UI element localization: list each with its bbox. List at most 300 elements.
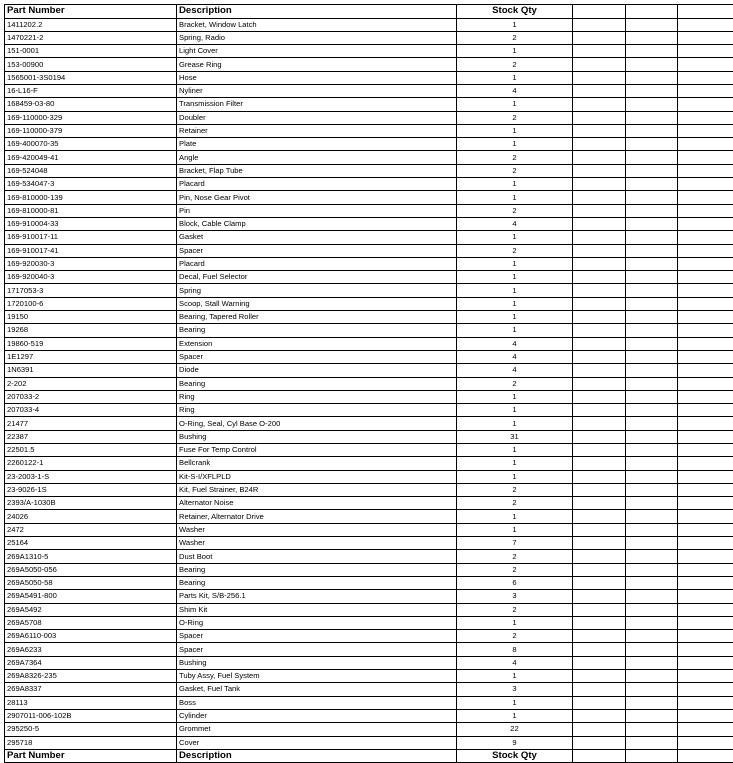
empty-cell	[573, 18, 626, 31]
empty-cell	[626, 723, 678, 736]
empty-cell	[573, 271, 626, 284]
empty-cell	[678, 616, 733, 629]
stock-qty-cell: 1	[457, 271, 573, 284]
empty-cell	[678, 643, 733, 656]
description-cell: Retainer	[177, 124, 457, 137]
empty-cell	[573, 683, 626, 696]
stock-qty-cell: 2	[457, 31, 573, 44]
empty-cell	[678, 257, 733, 270]
empty-header-cell	[678, 5, 733, 19]
description-cell: Nyliner	[177, 84, 457, 97]
empty-cell	[678, 124, 733, 137]
table-row	[5, 510, 733, 523]
table-row	[5, 178, 733, 191]
empty-cell	[678, 297, 733, 310]
part-number-cell: 295718	[5, 736, 177, 749]
stock-qty-cell: 1	[457, 178, 573, 191]
empty-cell	[573, 377, 626, 390]
description-cell: Placard	[177, 257, 457, 270]
table-row	[5, 603, 733, 616]
empty-cell	[678, 736, 733, 749]
part-number-cell: 1411202.2	[5, 18, 177, 31]
empty-cell	[678, 151, 733, 164]
part-number-cell: 169-910017-11	[5, 231, 177, 244]
description-cell: Spring, Radio	[177, 31, 457, 44]
empty-cell	[678, 444, 733, 457]
stock-qty-cell: 1	[457, 71, 573, 84]
empty-cell	[626, 350, 678, 363]
empty-cell	[678, 417, 733, 430]
empty-cell	[573, 31, 626, 44]
part-number-cell: 22501.5	[5, 444, 177, 457]
empty-cell	[573, 696, 626, 709]
empty-cell	[573, 457, 626, 470]
empty-cell	[626, 178, 678, 191]
description-cell: Boss	[177, 696, 457, 709]
table-row	[5, 616, 733, 629]
description-cell: Scoop, Stall Warning	[177, 297, 457, 310]
empty-cell	[573, 311, 626, 324]
table-row	[5, 576, 733, 589]
empty-cell	[626, 151, 678, 164]
empty-cell	[626, 590, 678, 603]
empty-cell	[678, 84, 733, 97]
empty-cell	[626, 696, 678, 709]
part-number-cell: 169-400070-35	[5, 138, 177, 151]
description-cell: Gasket, Fuel Tank	[177, 683, 457, 696]
table-row	[5, 497, 733, 510]
description-cell: Decal, Fuel Selector	[177, 271, 457, 284]
empty-cell	[573, 191, 626, 204]
description-cell: Spring	[177, 284, 457, 297]
empty-cell	[678, 683, 733, 696]
table-row	[5, 324, 733, 337]
parts-table	[4, 4, 733, 763]
empty-cell	[678, 550, 733, 563]
table-row	[5, 736, 733, 749]
part-number-cell: 269A1310-5	[5, 550, 177, 563]
part-number-cell: 269A5050-58	[5, 576, 177, 589]
stock-qty-cell: 1	[457, 257, 573, 270]
empty-cell	[626, 510, 678, 523]
stock-qty-cell: 1	[457, 470, 573, 483]
empty-cell	[678, 537, 733, 550]
table-row	[5, 151, 733, 164]
empty-cell	[626, 337, 678, 350]
empty-cell	[678, 31, 733, 44]
description-cell: Bearing	[177, 324, 457, 337]
empty-header-cell	[626, 5, 678, 19]
empty-cell	[678, 111, 733, 124]
description-header: Description	[177, 749, 457, 763]
table-row	[5, 404, 733, 417]
empty-cell	[573, 58, 626, 71]
part-number-cell: 169-910004-33	[5, 217, 177, 230]
part-number-cell: 169-920030-3	[5, 257, 177, 270]
stock-qty-cell: 2	[457, 377, 573, 390]
table-row	[5, 31, 733, 44]
part-number-cell: 21477	[5, 417, 177, 430]
stock-qty-cell: 2	[457, 563, 573, 576]
stock-qty-cell: 2	[457, 603, 573, 616]
empty-cell	[626, 417, 678, 430]
empty-cell	[626, 497, 678, 510]
table-row	[5, 350, 733, 363]
empty-cell	[678, 324, 733, 337]
empty-cell	[626, 523, 678, 536]
part-number-cell: 2907011-006-102B	[5, 709, 177, 722]
empty-cell	[626, 164, 678, 177]
part-number-cell: 169-920040-3	[5, 271, 177, 284]
description-cell: Spacer	[177, 244, 457, 257]
description-cell: Kit-S-I/XFLPLD	[177, 470, 457, 483]
part-number-header: Part Number	[5, 749, 177, 763]
empty-cell	[678, 603, 733, 616]
empty-header-cell	[678, 749, 733, 763]
description-cell: Bellcrank	[177, 457, 457, 470]
empty-cell	[678, 670, 733, 683]
empty-cell	[678, 563, 733, 576]
description-cell: Pin, Nose Gear Pivot	[177, 191, 457, 204]
empty-cell	[678, 244, 733, 257]
empty-cell	[573, 324, 626, 337]
part-number-cell: 2-202	[5, 377, 177, 390]
table-row	[5, 244, 733, 257]
stock-qty-cell: 6	[457, 576, 573, 589]
empty-cell	[573, 470, 626, 483]
empty-cell	[626, 324, 678, 337]
part-number-cell: 28113	[5, 696, 177, 709]
table-row	[5, 470, 733, 483]
part-number-cell: 207033-2	[5, 390, 177, 403]
stock-qty-cell: 1	[457, 18, 573, 31]
stock-qty-cell: 2	[457, 244, 573, 257]
empty-cell	[573, 390, 626, 403]
empty-cell	[626, 364, 678, 377]
empty-cell	[626, 563, 678, 576]
empty-cell	[626, 111, 678, 124]
table-row	[5, 417, 733, 430]
empty-cell	[573, 204, 626, 217]
stock-qty-cell: 3	[457, 683, 573, 696]
stock-qty-cell: 4	[457, 656, 573, 669]
part-number-cell: 2260122-1	[5, 457, 177, 470]
description-cell: Doubler	[177, 111, 457, 124]
description-cell: O-Ring	[177, 616, 457, 629]
empty-cell	[573, 151, 626, 164]
empty-cell	[678, 271, 733, 284]
table-row	[5, 643, 733, 656]
empty-header-cell	[573, 749, 626, 763]
part-number-cell: 269A6110-003	[5, 630, 177, 643]
empty-cell	[678, 191, 733, 204]
description-cell: Hose	[177, 71, 457, 84]
empty-cell	[678, 430, 733, 443]
description-cell: Spacer	[177, 630, 457, 643]
table-row	[5, 45, 733, 58]
table-row	[5, 364, 733, 377]
part-number-cell: 19860-519	[5, 337, 177, 350]
empty-cell	[573, 71, 626, 84]
empty-cell	[573, 244, 626, 257]
stock-qty-cell: 1	[457, 670, 573, 683]
empty-cell	[573, 84, 626, 97]
table-row	[5, 696, 733, 709]
empty-cell	[573, 603, 626, 616]
stock-qty-cell: 4	[457, 84, 573, 97]
part-number-cell: 1720100-6	[5, 297, 177, 310]
empty-cell	[678, 696, 733, 709]
table-row	[5, 271, 733, 284]
description-cell: Angle	[177, 151, 457, 164]
empty-cell	[573, 98, 626, 111]
part-number-cell: 269A5492	[5, 603, 177, 616]
stock-qty-cell: 9	[457, 736, 573, 749]
description-cell: Extension	[177, 337, 457, 350]
empty-cell	[678, 630, 733, 643]
empty-cell	[678, 138, 733, 151]
stock-qty-cell: 1	[457, 616, 573, 629]
description-cell: Shim Kit	[177, 603, 457, 616]
part-number-cell: 22387	[5, 430, 177, 443]
empty-cell	[678, 18, 733, 31]
empty-cell	[573, 444, 626, 457]
empty-cell	[626, 603, 678, 616]
part-number-cell: 23-9026-1S	[5, 483, 177, 496]
table-row	[5, 590, 733, 603]
description-cell: O-Ring, Seal, Cyl Base O-200	[177, 417, 457, 430]
empty-cell	[573, 656, 626, 669]
description-cell: Retainer, Alternator Drive	[177, 510, 457, 523]
description-cell: Bearing, Tapered Roller	[177, 311, 457, 324]
stock-qty-cell: 4	[457, 337, 573, 350]
part-number-cell: 269A6233	[5, 643, 177, 656]
empty-cell	[678, 217, 733, 230]
empty-cell	[626, 709, 678, 722]
table-row	[5, 537, 733, 550]
empty-cell	[626, 204, 678, 217]
stock-qty-cell: 1	[457, 457, 573, 470]
empty-cell	[626, 45, 678, 58]
empty-cell	[626, 58, 678, 71]
part-number-cell: 169-110000-379	[5, 124, 177, 137]
part-number-cell: 1470221-2	[5, 31, 177, 44]
description-cell: Placard	[177, 178, 457, 191]
table-row	[5, 231, 733, 244]
part-number-cell: 16-L16-F	[5, 84, 177, 97]
empty-cell	[573, 576, 626, 589]
stock-qty-cell: 1	[457, 390, 573, 403]
empty-cell	[626, 630, 678, 643]
stock-qty-cell: 4	[457, 350, 573, 363]
empty-cell	[678, 523, 733, 536]
empty-cell	[626, 98, 678, 111]
empty-cell	[626, 470, 678, 483]
empty-cell	[573, 497, 626, 510]
empty-cell	[626, 377, 678, 390]
empty-cell	[626, 231, 678, 244]
empty-cell	[573, 364, 626, 377]
table-row	[5, 98, 733, 111]
description-cell: Washer	[177, 537, 457, 550]
description-cell: Light Cover	[177, 45, 457, 58]
empty-cell	[626, 670, 678, 683]
empty-cell	[573, 404, 626, 417]
table-row	[5, 164, 733, 177]
empty-cell	[573, 138, 626, 151]
empty-cell	[626, 244, 678, 257]
empty-cell	[573, 616, 626, 629]
empty-cell	[678, 178, 733, 191]
part-number-cell: 169-524048	[5, 164, 177, 177]
table-row	[5, 71, 733, 84]
part-number-cell: 153-00900	[5, 58, 177, 71]
description-cell: Alternator Noise	[177, 497, 457, 510]
part-number-cell: 169-910017-41	[5, 244, 177, 257]
description-cell: Bracket, Flap Tube	[177, 164, 457, 177]
part-number-cell: 207033-4	[5, 404, 177, 417]
empty-cell	[678, 71, 733, 84]
part-number-cell: 1565001-3S0194	[5, 71, 177, 84]
description-cell: Transmission Filter	[177, 98, 457, 111]
empty-cell	[573, 231, 626, 244]
empty-cell	[626, 257, 678, 270]
description-cell: Spacer	[177, 350, 457, 363]
part-number-cell: 19268	[5, 324, 177, 337]
stock-qty-cell: 4	[457, 217, 573, 230]
part-number-cell: 295250-5	[5, 723, 177, 736]
table-row	[5, 58, 733, 71]
empty-cell	[573, 257, 626, 270]
empty-cell	[626, 71, 678, 84]
stock-qty-cell: 8	[457, 643, 573, 656]
empty-cell	[678, 231, 733, 244]
description-cell: Bracket, Window Latch	[177, 18, 457, 31]
empty-cell	[626, 683, 678, 696]
description-cell: Bearing	[177, 576, 457, 589]
empty-cell	[573, 709, 626, 722]
stock-qty-cell: 1	[457, 311, 573, 324]
part-number-cell: 169-810000-139	[5, 191, 177, 204]
part-number-header: Part Number	[5, 5, 177, 19]
empty-cell	[626, 736, 678, 749]
empty-cell	[573, 178, 626, 191]
description-header: Description	[177, 5, 457, 19]
empty-cell	[626, 311, 678, 324]
part-number-cell: 169-534047-3	[5, 178, 177, 191]
stock-qty-cell: 1	[457, 124, 573, 137]
stock-qty-cell: 2	[457, 58, 573, 71]
part-number-cell: 2393/A-1030B	[5, 497, 177, 510]
empty-cell	[626, 643, 678, 656]
table-row	[5, 124, 733, 137]
part-number-cell: 1717053-3	[5, 284, 177, 297]
description-cell: Grease Ring	[177, 58, 457, 71]
stock-qty-cell: 7	[457, 537, 573, 550]
empty-cell	[626, 430, 678, 443]
empty-cell	[573, 217, 626, 230]
empty-cell	[573, 124, 626, 137]
stock-qty-cell: 1	[457, 324, 573, 337]
empty-cell	[573, 537, 626, 550]
table-row	[5, 284, 733, 297]
table-row	[5, 430, 733, 443]
stock-qty-cell: 2	[457, 164, 573, 177]
empty-cell	[678, 457, 733, 470]
description-cell: Ring	[177, 390, 457, 403]
empty-cell	[678, 58, 733, 71]
description-cell: Pin	[177, 204, 457, 217]
stock-qty-cell: 1	[457, 417, 573, 430]
empty-cell	[678, 337, 733, 350]
description-cell: Washer	[177, 523, 457, 536]
empty-cell	[626, 404, 678, 417]
description-cell: Grommet	[177, 723, 457, 736]
description-cell: Bushing	[177, 430, 457, 443]
table-row	[5, 723, 733, 736]
empty-cell	[626, 124, 678, 137]
empty-cell	[678, 311, 733, 324]
stock-qty-cell: 1	[457, 297, 573, 310]
stock-qty-cell: 1	[457, 696, 573, 709]
stock-qty-cell: 2	[457, 550, 573, 563]
stock-qty-cell: 1	[457, 98, 573, 111]
table-row	[5, 111, 733, 124]
empty-cell	[626, 191, 678, 204]
empty-cell	[626, 576, 678, 589]
description-cell: Fuse For Temp Control	[177, 444, 457, 457]
table-row	[5, 550, 733, 563]
table-row	[5, 670, 733, 683]
stock-qty-cell: 1	[457, 138, 573, 151]
empty-cell	[626, 444, 678, 457]
empty-cell	[573, 563, 626, 576]
empty-cell	[573, 430, 626, 443]
stock-qty-cell: 1	[457, 404, 573, 417]
description-cell: Ring	[177, 404, 457, 417]
empty-cell	[573, 111, 626, 124]
empty-cell	[626, 84, 678, 97]
table-row	[5, 297, 733, 310]
header-row	[5, 5, 733, 19]
stock-qty-cell: 2	[457, 630, 573, 643]
description-cell: Bushing	[177, 656, 457, 669]
empty-cell	[678, 377, 733, 390]
table-row	[5, 257, 733, 270]
table-row	[5, 523, 733, 536]
empty-cell	[573, 630, 626, 643]
description-cell: Gasket	[177, 231, 457, 244]
empty-cell	[573, 643, 626, 656]
empty-cell	[678, 483, 733, 496]
empty-header-cell	[573, 5, 626, 19]
table-row	[5, 204, 733, 217]
empty-cell	[626, 457, 678, 470]
empty-cell	[626, 537, 678, 550]
stock-qty-cell: 1	[457, 510, 573, 523]
table-row	[5, 191, 733, 204]
part-number-cell: 168459-03-80	[5, 98, 177, 111]
empty-cell	[678, 284, 733, 297]
empty-cell	[573, 483, 626, 496]
empty-cell	[573, 550, 626, 563]
part-number-cell: 269A8326-235	[5, 670, 177, 683]
empty-cell	[573, 523, 626, 536]
description-cell: Tuby Assy, Fuel System	[177, 670, 457, 683]
empty-cell	[573, 337, 626, 350]
table-row	[5, 377, 733, 390]
description-cell: Diode	[177, 364, 457, 377]
